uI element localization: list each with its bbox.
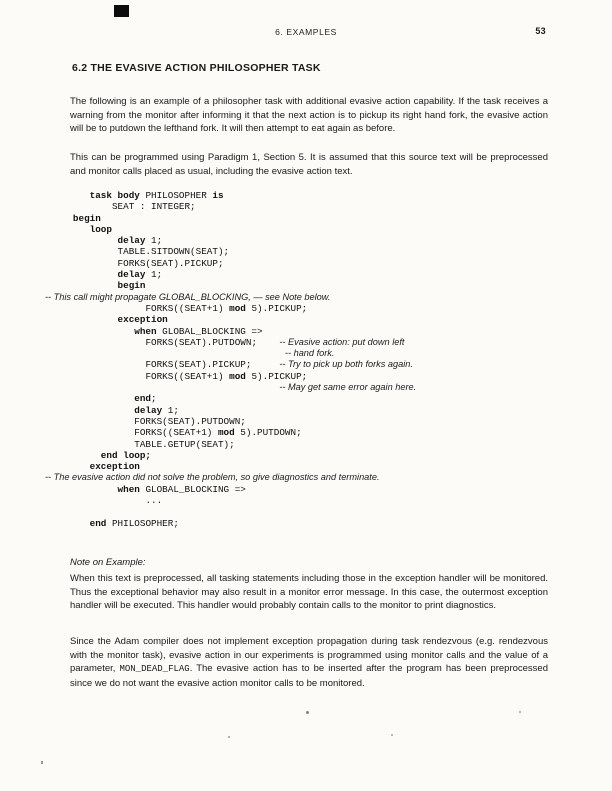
scan-artifact (519, 711, 521, 713)
scan-artifact (41, 761, 43, 764)
running-head: 6. EXAMPLES (275, 27, 337, 37)
paradigm-paragraph: This can be programmed using Paradigm 1, Section 5. It is assumed that this source text will be preprocessed and monitor calls placed as usual, including the evasive action text. (70, 152, 548, 177)
scan-artifact (391, 734, 393, 736)
scan-artifact (228, 736, 230, 738)
note-paragraph: When this text is preprocessed, all tasking statements including those in the exception handler will be monitored. Thus the exceptional behavior may also result in a monitor error message. In this case, the outermost exception handler will be executed. This handler would probably contain calls to the monitor to print diagnostics. (70, 573, 548, 612)
page-number: 53 (535, 26, 546, 36)
scan-artifact (306, 711, 309, 714)
section-title: 6.2 THE EVASIVE ACTION PHILOSOPHER TASK (72, 62, 321, 74)
compiler-paragraph: Since the Adam compiler does not implement exception propagation during task rendezvous (e.g. rendezvous with the monitor task), evasive action in our experiments is programmed using monitor calls and the value of a parameter, MON_DEAD_FLAG. The evasive action has to be inserted after the program has been preprocessed since we do not want the evasive action monitor calls to be monitored. (70, 636, 548, 689)
code-listing: task body PHILOSOPHER is SEAT : INTEGER; begin loop delay 1; TABLE.SITDOWN(SEAT); FORKS(SEAT).PICKUP; delay 1; begin -- This call might propagate GLOBAL_BLOCKING, — see Note below. FORKS((SEAT+1) mod 5).PICKUP; exception when GLOBAL_BLOCKING => FORKS(SEAT).PUTDOWN; -- Evasive action: put down left -- hand fork. FORKS(SEAT).PICKUP; -- Try to pick up both forks again. FORKS((SEAT+1) mod 5).PICKUP; -- May get same error again here. end; delay 1; FORKS(SEAT).PUTDOWN; FORKS((SEAT+1) mod 5).PUTDOWN; TABLE.GETUP(SEAT); end loop; exception -- The evasive action did not solve the problem, so give diagnostics and terminate. when GLOBAL_BLOCKING => ... end PHILOSOPHER; (45, 190, 417, 529)
scan-artifact (114, 5, 129, 17)
note-label: Note on Example: (70, 557, 146, 568)
intro-paragraph: The following is an example of a philosopher task with additional evasive action capability. If the task receives a warning from the monitor after informing it that the next action is to pickup its right hand fork, the evasive action will be to putdown the lefthand fork. It will then attempt to eat again as before. (70, 96, 548, 135)
